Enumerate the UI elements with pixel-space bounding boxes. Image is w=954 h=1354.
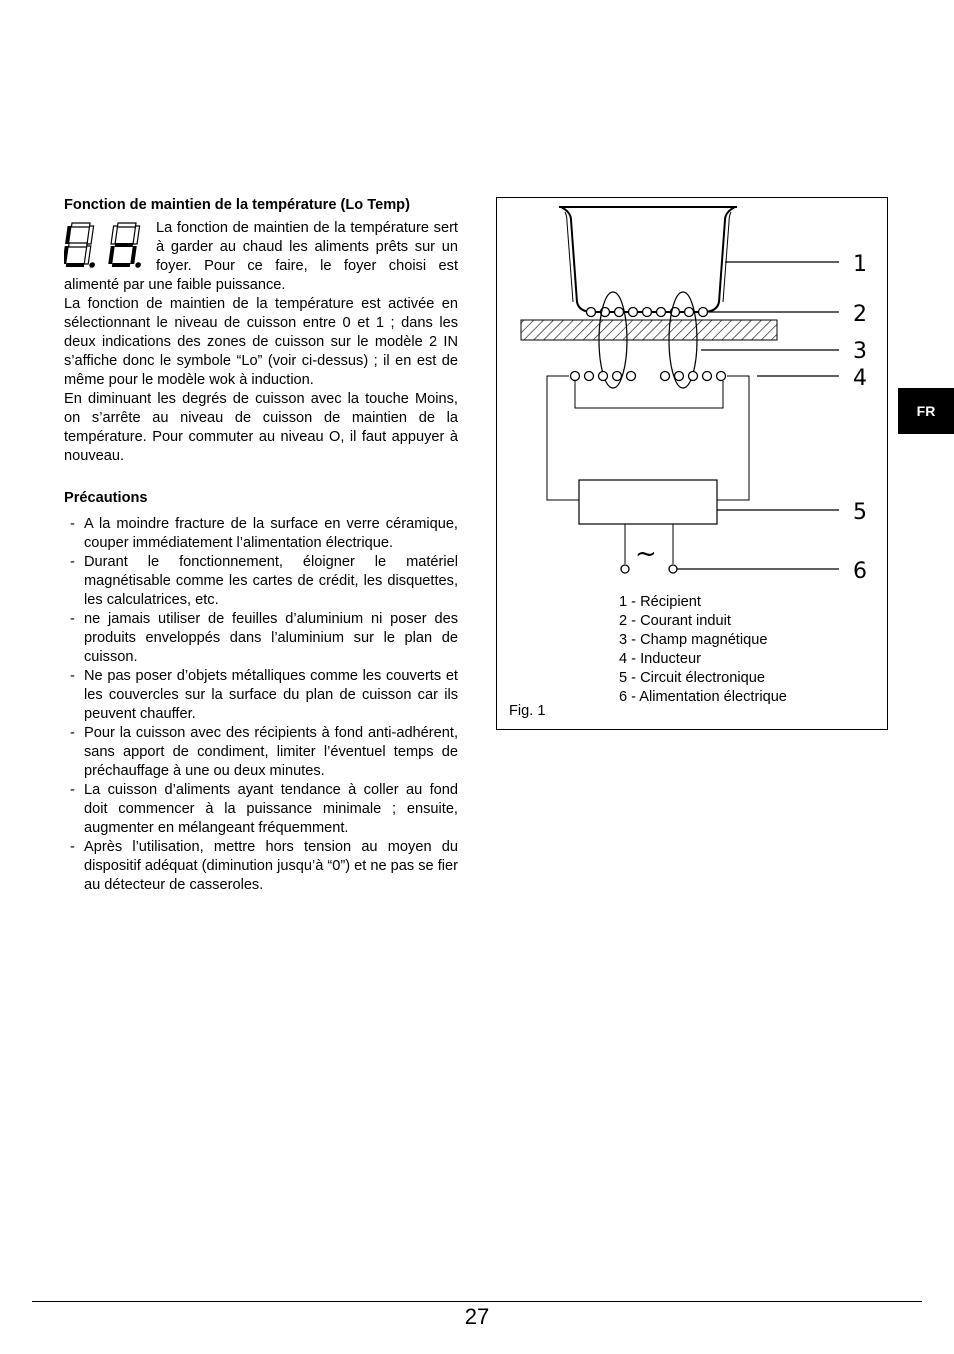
legend-item: 6 - Alimentation électrique [619,689,787,705]
list-item: - La cuisson d’aliments ayant tendance à coller au fond doit commencer à la puissance minimale ; ensuite, augmenter en mélangeant fréquemment. [70,782,458,836]
section-title: Fonction de maintien de la température (Lo Temp) [64,197,410,213]
activation-paragraph: La fonction de maintien de la température est activée en sélectionnant le niveau de cuisson entre 0 et 1 ; dans les deux indications des zones de cuisson sur le modèle 2 IN s’affiche donc le symbole “Lo” (voir ci-dessus) ; il en est de même pour le modèle wok à induction. [64,296,458,388]
precautions-list [64,515,458,895]
inductor-icon [571,372,726,381]
glass-plate [521,320,777,340]
figure-1 [496,197,888,730]
legend-item: 1 - Récipient [619,594,701,610]
minus-key-paragraph: En diminuant les degrés de cuisson avec la touche Moins, on s’arrête au niveau de cuisson de maintien de la température. Pour commuter au niveau O, il faut appuyer à nouveau. [64,391,458,464]
legend-item: 5 - Circuit électronique [619,670,766,686]
power-terminal [621,565,629,573]
pot-icon [559,207,737,312]
callout-4: 4 [853,366,867,391]
language-tab: FR [898,388,954,434]
intro-paragraph: La fonction de maintien de la température sert à garder au chaud les aliments prêts sur un foyer. Pour ce faire, le foyer choisi est alimenté par une faible puissance. [64,220,458,293]
list-item: - Après l’utilisation, mettre hors tension au moyen du dispositif adéquat (diminution jusqu’à “0”) et ne pas se fier au détecteur de casseroles. [70,839,458,893]
list-item: - Ne pas poser d’objets métalliques comme les couverts et les couvercles sur la surface du plan de cuisson car ils peuvent chauffer. [70,668,458,722]
list-item: - ne jamais utiliser de feuilles d’aluminium ni poser des produits enveloppés dans l’aluminium sur le plan de cuisson. [70,611,458,665]
text-column [64,196,458,895]
ac-symbol: ~ [635,539,657,569]
callout-3: 3 [853,339,867,364]
precautions-title: Précautions [64,490,148,506]
legend-item: 4 - Inducteur [619,651,701,667]
callout-2: 2 [853,302,867,327]
figure-legend [619,593,787,707]
callout-1: 1 [853,252,867,277]
callout-5: 5 [853,500,867,525]
list-item: - Pour la cuisson avec des récipients à fond anti-adhérent, sans apport de condiment, limiter l’éventuel temps de préchauffage à une ou deux minutes. [70,725,458,779]
list-item: - A la moindre fracture de la surface en verre céramique, couper immédiatement l’alimentation électrique. [70,516,458,551]
figure-caption: Fig. 1 [509,703,546,719]
footer-divider [32,1301,922,1302]
lo-display-icon [64,221,152,269]
power-terminal [669,565,677,573]
intro-block [64,219,458,295]
callout-6: 6 [853,559,867,584]
legend-item: 3 - Champ magnétique [619,632,768,648]
legend-item: 2 - Courant induit [619,613,731,629]
list-item: - Durant le fonctionnement, éloigner le matériel magnétisable comme les cartes de crédit, les disquettes, les calculatrices, etc. [70,554,458,608]
page-number: 27 [464,1304,490,1329]
induced-current-icon [587,308,708,317]
electronic-circuit-box [579,480,717,524]
